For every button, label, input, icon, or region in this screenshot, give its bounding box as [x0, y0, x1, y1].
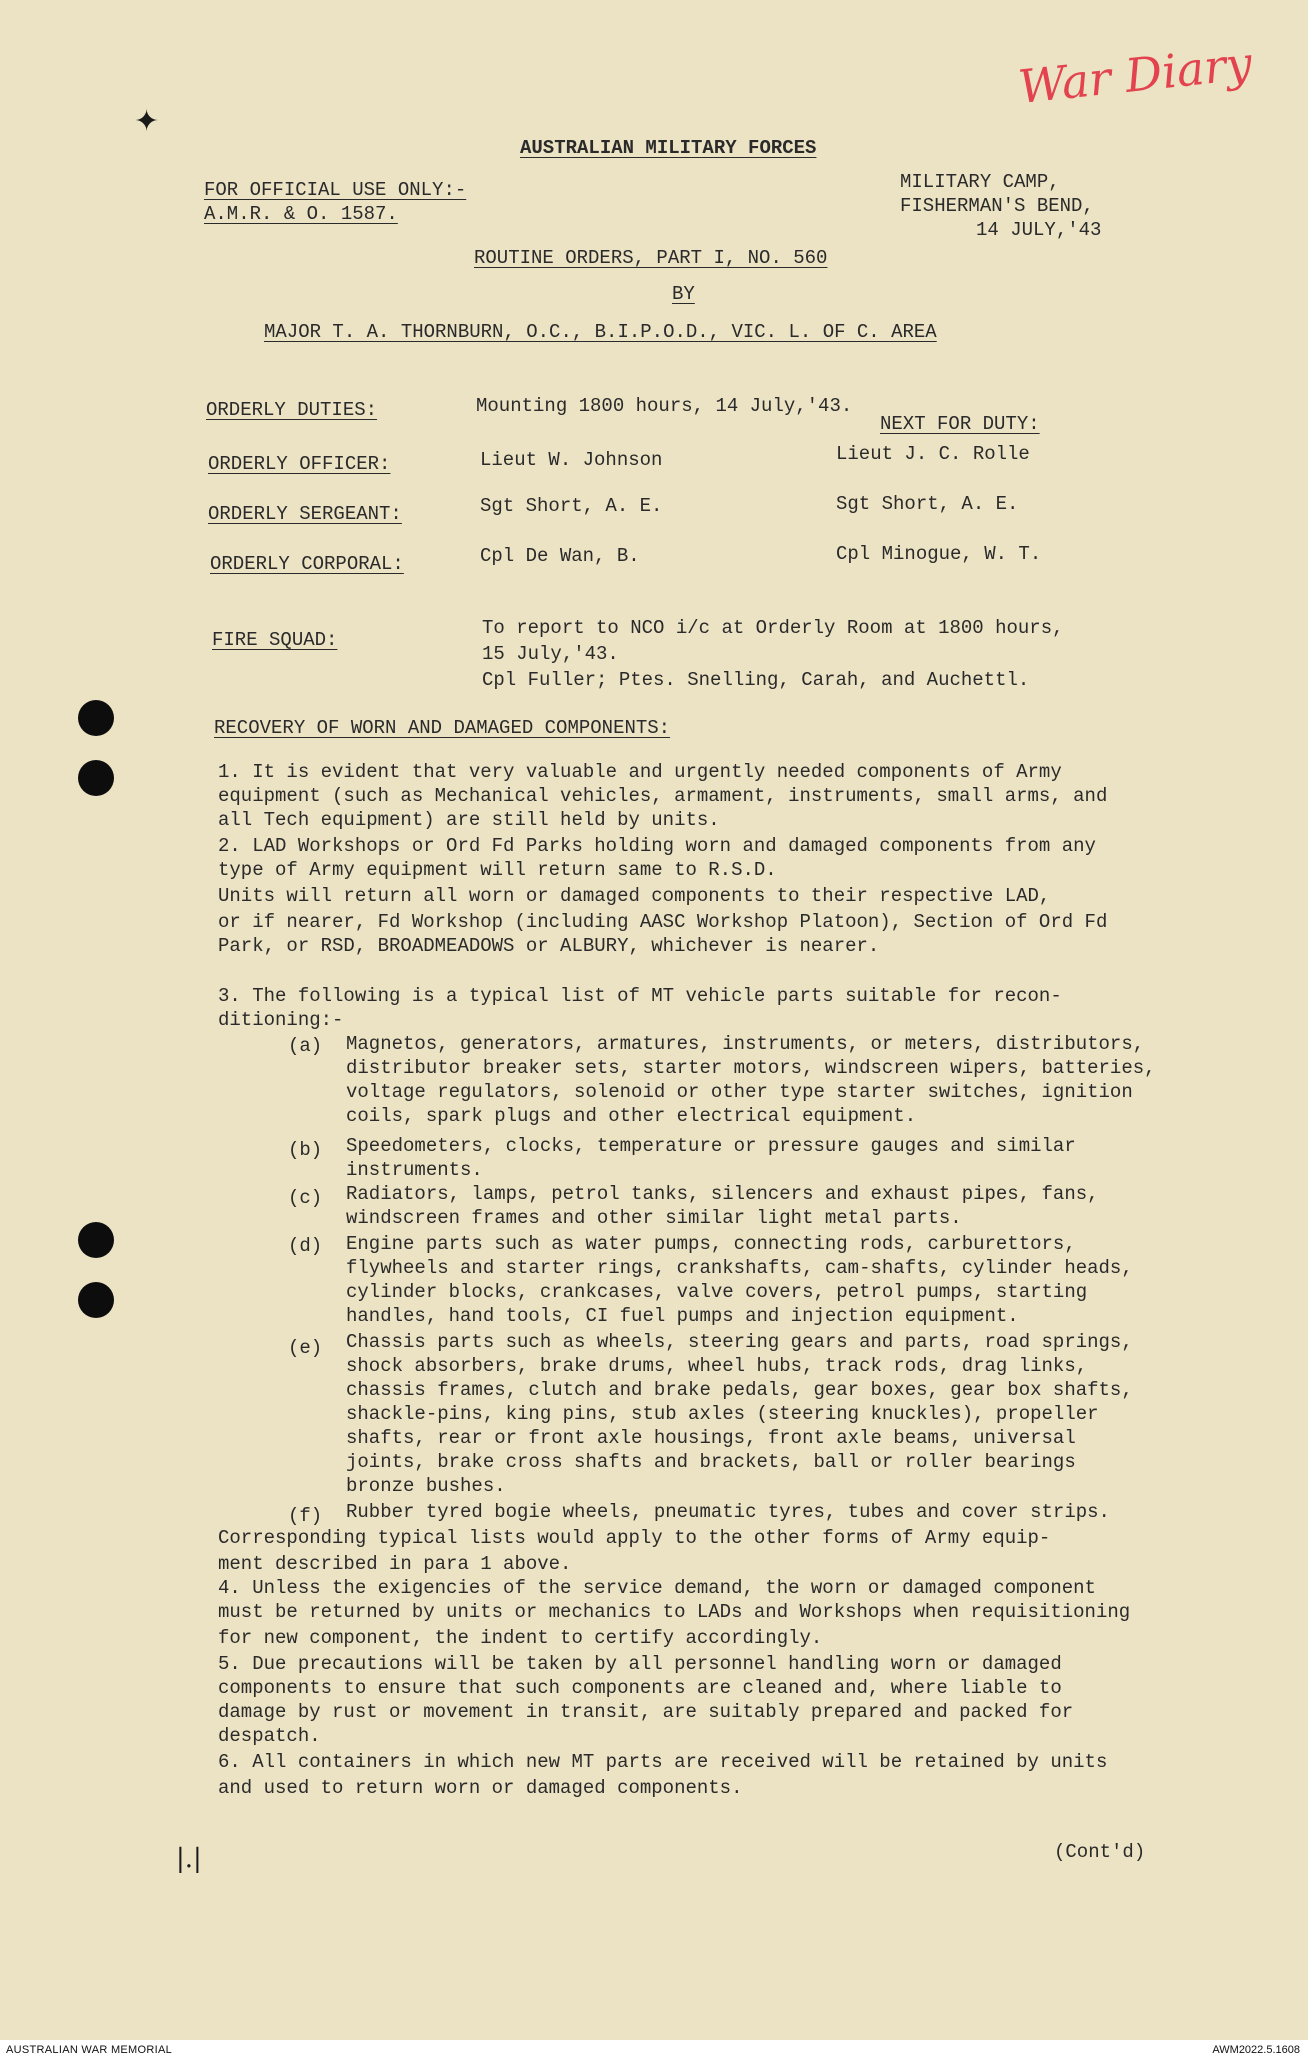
orders-by: BY	[672, 283, 695, 305]
paragraph-line: components to ensure that such components are cleaned and, where liable to	[218, 1677, 1062, 1699]
paragraph-line: must be returned by units or mechanics to LADs and Workshops when requisitioning	[218, 1601, 1131, 1623]
fire-squad-line: 15 July,'43.	[482, 643, 619, 665]
item-line: chassis frames, clutch and brake pedals, gear boxes, gear box shafts,	[346, 1379, 1133, 1401]
duty-next: Cpl Minogue, W. T.	[836, 543, 1042, 565]
paragraph-line: for new component, the indent to certify accordingly.	[218, 1627, 823, 1649]
document-date: 14 JULY,'43	[976, 219, 1102, 241]
handwritten-annotation: War Diary	[1015, 35, 1255, 115]
location-line-1: MILITARY CAMP,	[900, 171, 1060, 193]
duty-label: ORDERLY OFFICER:	[208, 453, 391, 475]
paragraph-line: 2. LAD Workshops or Ord Fd Parks holding worn and damaged components from any	[218, 835, 1096, 857]
item-line: windscreen frames and other similar light metal parts.	[346, 1207, 962, 1229]
paragraph-line: type of Army equipment will return same to R.S.D.	[218, 859, 777, 881]
recovery-heading: RECOVERY OF WORN AND DAMAGED COMPONENTS:	[214, 717, 671, 739]
item-line: shackle-pins, king pins, stub axles (steering knuckles), propeller	[346, 1403, 1099, 1425]
item-label: (f)	[288, 1505, 323, 1527]
item-line: Speedometers, clocks, temperature or pressure gauges and similar	[346, 1135, 1076, 1157]
duty-current: Lieut W. Johnson	[480, 449, 663, 471]
paragraph-line: Corresponding typical lists would apply to the other forms of Army equip-	[218, 1527, 1051, 1549]
duties-heading: ORDERLY DUTIES:	[206, 399, 378, 421]
duty-next: Lieut J. C. Rolle	[836, 443, 1030, 465]
duties-mounting: Mounting 1800 hours, 14 July,'43.	[476, 395, 853, 417]
item-label: (b)	[288, 1139, 323, 1161]
footer-institution: AUSTRALIAN WAR MEMORIAL	[6, 2044, 173, 2056]
item-line: cylinder blocks, crankcases, valve covers, petrol pumps, starting	[346, 1281, 1088, 1303]
item-line: flywheels and starter rings, crankshafts, cam-shafts, cylinder heads,	[346, 1257, 1133, 1279]
punch-hole	[78, 1222, 114, 1258]
next-for-duty-heading: NEXT FOR DUTY:	[880, 413, 1040, 435]
paragraph-line: ment described in para 1 above.	[218, 1553, 572, 1575]
item-label: (a)	[288, 1035, 323, 1057]
item-label: (c)	[288, 1187, 323, 1209]
archive-footer	[0, 2040, 1308, 2061]
item-label: (e)	[288, 1337, 323, 1359]
duty-current: Cpl De Wan, B.	[480, 545, 640, 567]
duty-label: ORDERLY CORPORAL:	[210, 553, 404, 575]
duty-current: Sgt Short, A. E.	[480, 495, 663, 517]
official-use: FOR OFFICIAL USE ONLY:-	[204, 179, 467, 201]
footer-reference: AWM2022.5.1608	[1212, 2044, 1300, 2056]
item-line: shafts, rear or front axle housings, front axle beams, universal	[346, 1427, 1076, 1449]
duty-label: ORDERLY SERGEANT:	[208, 503, 402, 525]
item-line: coils, spark plugs and other electrical equipment.	[346, 1105, 917, 1127]
item-line: Radiators, lamps, petrol tanks, silencers and exhaust pipes, fans,	[346, 1183, 1099, 1205]
location-line-2: FISHERMAN'S BEND,	[900, 195, 1094, 217]
document-title: AUSTRALIAN MILITARY FORCES	[520, 137, 817, 159]
paragraph-line: despatch.	[218, 1725, 321, 1747]
fire-squad-line: To report to NCO i/c at Orderly Room at 1800 hours,	[482, 617, 1064, 639]
commander: MAJOR T. A. THORNBURN, O.C., B.I.P.O.D., VIC. L. OF C. AREA	[264, 321, 937, 343]
fire-squad-line: Cpl Fuller; Ptes. Snelling, Carah, and Auchettl.	[482, 669, 1030, 691]
item-line: Engine parts such as water pumps, connecting rods, carburettors,	[346, 1233, 1076, 1255]
corner-mark: ✦	[134, 104, 160, 139]
paragraph-line: 6. All containers in which new MT parts are received will be retained by units	[218, 1751, 1108, 1773]
orders-title: ROUTINE ORDERS, PART I, NO. 560	[474, 247, 828, 269]
item-line: distributor breaker sets, starter motors, windscreen wipers, batteries,	[346, 1057, 1156, 1079]
item-line: handles, hand tools, CI fuel pumps and injection equipment.	[346, 1305, 1019, 1327]
continued-label: (Cont'd)	[1054, 1841, 1146, 1863]
item-line: shock absorbers, brake drums, wheel hubs, track rods, drag links,	[346, 1355, 1088, 1377]
paragraph-line: 3. The following is a typical list of MT vehicle parts suitable for recon-	[218, 985, 1062, 1007]
fire-squad-label: FIRE SQUAD:	[212, 629, 338, 651]
paragraph-line: equipment (such as Mechanical vehicles, armament, instruments, small arms, and	[218, 785, 1108, 807]
punch-hole	[78, 760, 114, 796]
paragraph-line: 5. Due precautions will be taken by all personnel handling worn or damaged	[218, 1653, 1062, 1675]
paragraph-line: Units will return all worn or damaged components to their respective LAD,	[218, 885, 1051, 907]
paragraph-line: 1. It is evident that very valuable and urgently needed components of Army	[218, 761, 1062, 783]
item-line: Magnetos, generators, armatures, instruments, or meters, distributors,	[346, 1033, 1145, 1055]
punch-hole	[78, 1282, 114, 1318]
paragraph-line: 4. Unless the exigencies of the service demand, the worn or damaged component	[218, 1577, 1096, 1599]
reference: A.M.R. & O. 1587.	[204, 203, 398, 225]
paragraph-line: damage by rust or movement in transit, are suitably prepared and packed for	[218, 1701, 1074, 1723]
item-label: (d)	[288, 1235, 323, 1257]
item-line: bronze bushes.	[346, 1475, 506, 1497]
paragraph-line: and used to return worn or damaged components.	[218, 1777, 743, 1799]
paragraph-line: ditioning:-	[218, 1009, 344, 1031]
item-line: instruments.	[346, 1159, 483, 1181]
punch-hole	[78, 700, 114, 736]
item-line: Chassis parts such as wheels, steering gears and parts, road springs,	[346, 1331, 1133, 1353]
paragraph-line: Park, or RSD, BROADMEADOWS or ALBURY, whichever is nearer.	[218, 935, 880, 957]
bottom-mark: |.|	[176, 1844, 202, 1874]
item-line: Rubber tyred bogie wheels, pneumatic tyres, tubes and cover strips.	[346, 1501, 1110, 1523]
paragraph-line: all Tech equipment) are still held by units.	[218, 809, 720, 831]
item-line: voltage regulators, solenoid or other type starter switches, ignition	[346, 1081, 1133, 1103]
duty-next: Sgt Short, A. E.	[836, 493, 1019, 515]
paragraph-line: or if nearer, Fd Workshop (including AASC Workshop Platoon), Section of Ord Fd	[218, 911, 1108, 933]
item-line: joints, brake cross shafts and brackets, ball or roller bearings	[346, 1451, 1076, 1473]
